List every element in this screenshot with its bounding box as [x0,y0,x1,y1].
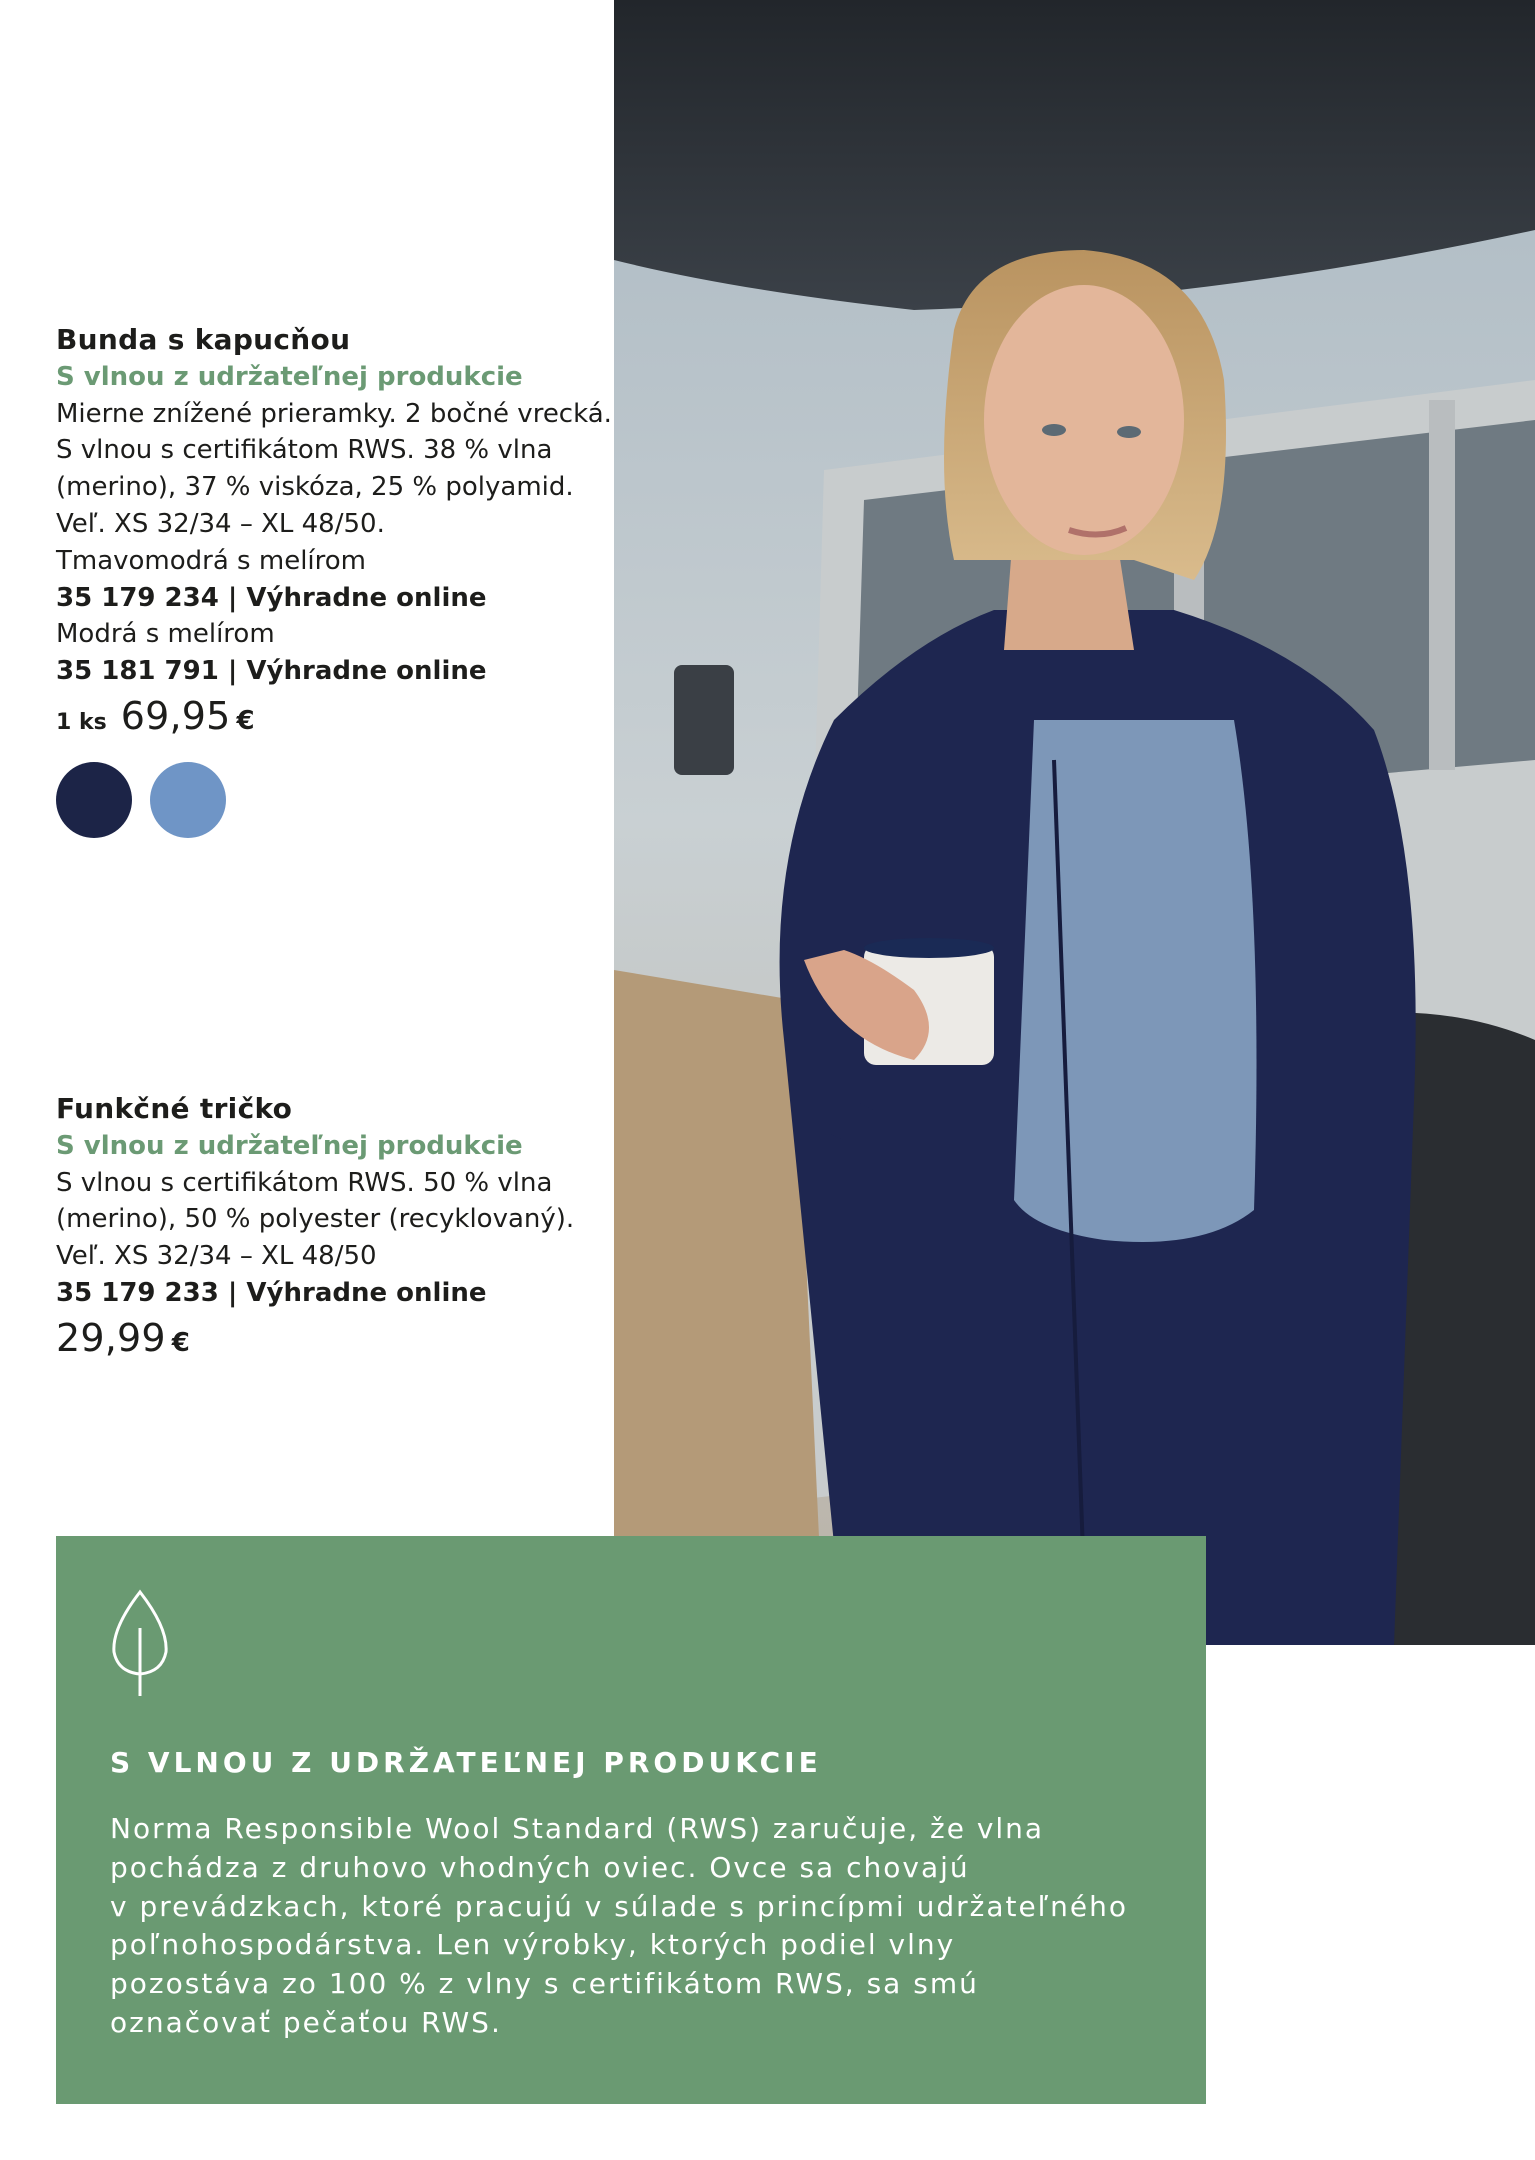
color-swatch-navy[interactable] [56,762,132,838]
product-photo [614,0,1535,1645]
product-subtitle: S vlnou z udržateľnej produkcie [56,361,523,392]
product-description-line: Veľ. XS 32/34 – XL 48/50. [56,508,385,539]
rws-info-box [56,1536,1206,2104]
leaf-icon [110,1588,170,1698]
price-quantity: 1 ks [56,709,107,735]
info-text-line: pozostáva zo 100 % z vlny s certifikátom RWS, sa smú [110,1967,979,2001]
price [56,1315,616,1362]
product-title: Bunda s kapucňou [56,323,351,356]
product-description-line: S vlnou s certifikátom RWS. 38 % vlna [56,435,553,466]
info-heading: S VLNOU Z UDRŽATEĽNEJ PRODUKCIE [110,1746,822,1779]
info-text-line: poľnohospodárstva. Len výrobky, ktorých podiel vlny [110,1928,956,1962]
variant-code: 35 179 234 | Výhradne online [56,582,487,613]
price-value: 29,99 [56,1315,166,1360]
variant-color-name: Modrá s melírom [56,619,275,650]
info-text [110,1810,1170,2043]
color-swatches [56,762,616,838]
product-code: 35 179 233 | Výhradne online [56,1277,487,1308]
product-jacket [56,322,616,838]
price [56,693,616,742]
price-currency: € [236,705,255,736]
product-shirt [56,1091,616,1362]
info-text-line: označovať pečaťou RWS. [110,2005,502,2039]
color-swatch-blue[interactable] [150,762,226,838]
product-description-line: (merino), 50 % polyester (recyklovaný). [56,1204,575,1235]
product-description-line: (merino), 37 % viskóza, 25 % polyamid. [56,472,574,503]
variant-code: 35 181 791 | Výhradne online [56,656,487,687]
info-text-line: v prevádzkach, ktoré pracujú v súlade s princípmi udržateľného [110,1889,1129,1923]
product-title: Funkčné tričko [56,1092,293,1125]
price-value: 69,95 [120,693,231,738]
product-description-line: Veľ. XS 32/34 – XL 48/50 [56,1241,377,1272]
price-currency: € [171,1327,190,1358]
product-description-line: Mierne znížené prieramky. 2 bočné vrecká. [56,398,612,429]
product-description-line: S vlnou s certifikátom RWS. 50 % vlna [56,1167,553,1198]
info-text-line: pochádza z druhovo vhodných oviec. Ovce sa chovajú [110,1850,970,1884]
variant-color-name: Tmavomodrá s melírom [56,545,366,576]
product-subtitle: S vlnou z udržateľnej produkcie [56,1130,523,1161]
info-text-line: Norma Responsible Wool Standard (RWS) zaručuje, že vlna [110,1812,1045,1845]
